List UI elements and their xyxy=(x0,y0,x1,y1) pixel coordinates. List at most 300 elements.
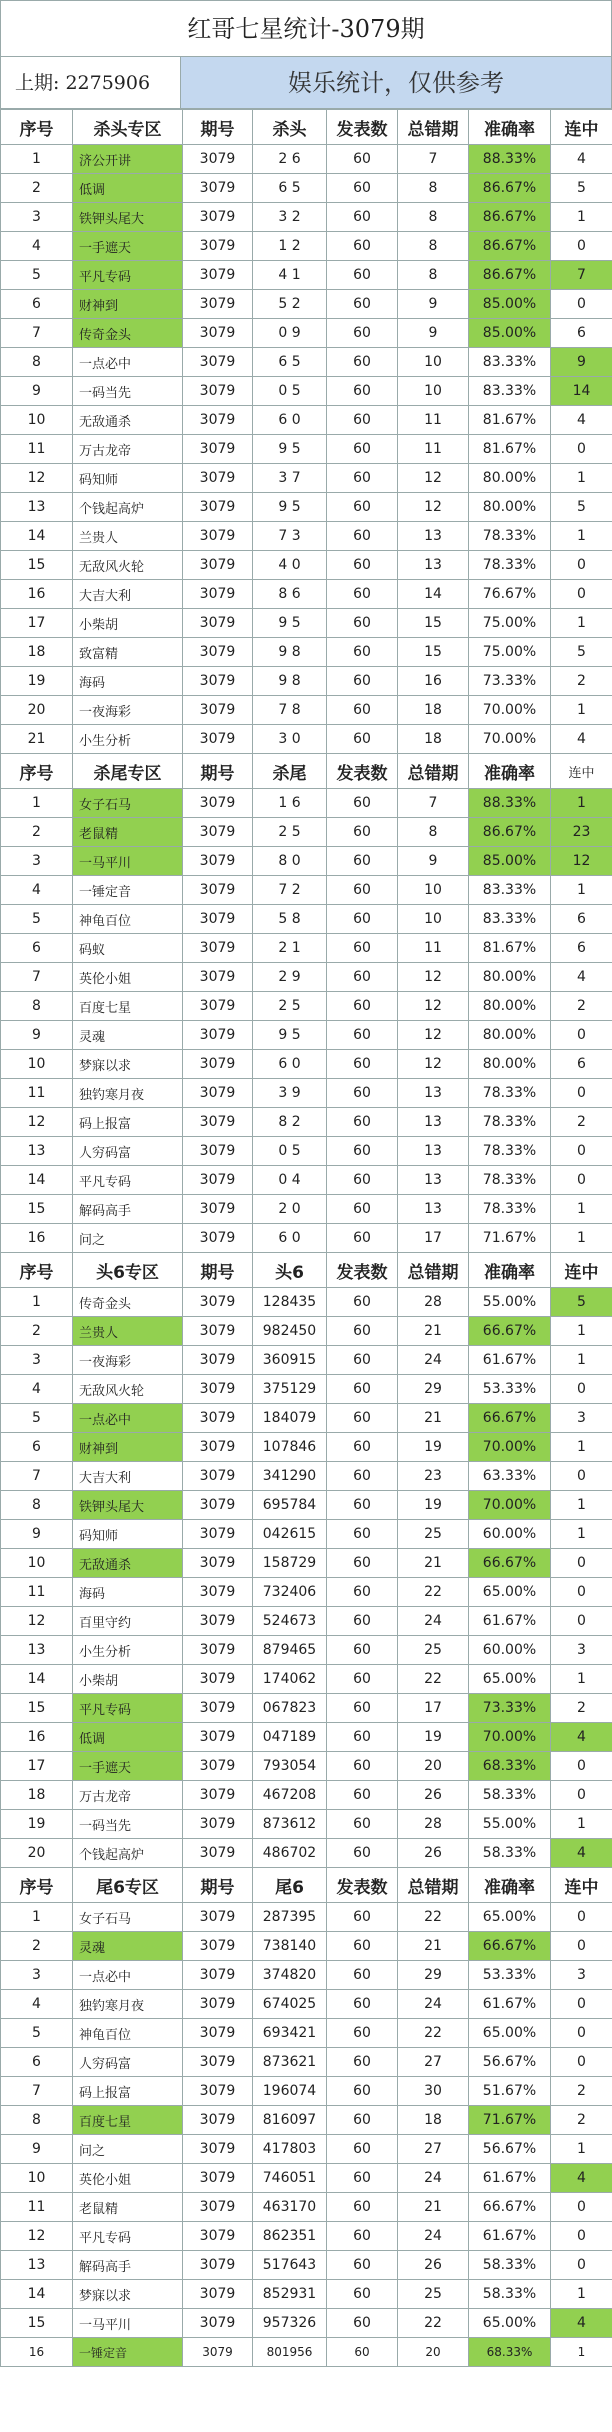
cell-posts: 60 xyxy=(327,1166,398,1195)
header-cell-index: 序号 xyxy=(1,110,73,145)
cell-streak: 5 xyxy=(551,638,612,667)
cell-issue: 3079 xyxy=(183,1520,253,1549)
cell-streak: 0 xyxy=(551,2222,612,2251)
cell-streak: 0 xyxy=(551,1903,612,1932)
cell-index: 14 xyxy=(1,1166,73,1195)
cell-misses: 8 xyxy=(398,174,469,203)
cell-pick: 5 8 xyxy=(253,905,327,934)
cell-name: 一锤定音 xyxy=(73,2338,183,2367)
cell-posts: 60 xyxy=(327,725,398,754)
cell-index: 14 xyxy=(1,2280,73,2309)
cell-streak: 4 xyxy=(551,2164,612,2193)
cell-pick: 7 8 xyxy=(253,696,327,725)
cell-pick: 6 5 xyxy=(253,174,327,203)
cell-name: 女子石马 xyxy=(73,789,183,818)
cell-streak: 4 xyxy=(551,145,612,174)
cell-streak: 0 xyxy=(551,2193,612,2222)
cell-issue: 3079 xyxy=(183,876,253,905)
info-row xyxy=(0,57,612,109)
cell-misses: 13 xyxy=(398,551,469,580)
cell-streak: 4 xyxy=(551,1723,612,1752)
cell-pick: 6 0 xyxy=(253,1050,327,1079)
cell-index: 11 xyxy=(1,435,73,464)
cell-misses: 24 xyxy=(398,1346,469,1375)
header-cell-pick: 头6 xyxy=(253,1253,327,1288)
cell-posts: 60 xyxy=(327,1021,398,1050)
cell-accuracy: 86.67% xyxy=(469,232,551,261)
table-row xyxy=(1,1578,612,1607)
cell-pick: 732406 xyxy=(253,1578,327,1607)
cell-pick: 738140 xyxy=(253,1932,327,1961)
cell-accuracy: 70.00% xyxy=(469,725,551,754)
header-cell-misses: 总错期 xyxy=(398,754,469,789)
cell-issue: 3079 xyxy=(183,377,253,406)
cell-pick: 128435 xyxy=(253,1288,327,1317)
cell-misses: 8 xyxy=(398,818,469,847)
cell-posts: 60 xyxy=(327,1694,398,1723)
cell-index: 1 xyxy=(1,145,73,174)
cell-streak: 1 xyxy=(551,609,612,638)
cell-streak: 1 xyxy=(551,2135,612,2164)
cell-name: 大吉大利 xyxy=(73,1462,183,1491)
cell-accuracy: 70.00% xyxy=(469,696,551,725)
cell-posts: 60 xyxy=(327,847,398,876)
cell-streak: 1 xyxy=(551,1195,612,1224)
cell-streak: 2 xyxy=(551,667,612,696)
cell-misses: 21 xyxy=(398,1404,469,1433)
cell-issue: 3079 xyxy=(183,2135,253,2164)
header-cell-misses: 总错期 xyxy=(398,110,469,145)
table-row xyxy=(1,847,612,876)
cell-streak: 0 xyxy=(551,1549,612,1578)
table-row xyxy=(1,1108,612,1137)
cell-accuracy: 78.33% xyxy=(469,551,551,580)
cell-accuracy: 66.67% xyxy=(469,1549,551,1578)
header-cell-posts: 发表数 xyxy=(327,1868,398,1903)
cell-index: 18 xyxy=(1,638,73,667)
cell-index: 11 xyxy=(1,1079,73,1108)
table-row xyxy=(1,934,612,963)
cell-name: 万古龙帝 xyxy=(73,1781,183,1810)
table-row xyxy=(1,406,612,435)
cell-pick: 3 0 xyxy=(253,725,327,754)
cell-name: 一码当先 xyxy=(73,1810,183,1839)
cell-name: 一手遮天 xyxy=(73,1752,183,1781)
cell-index: 15 xyxy=(1,2309,73,2338)
cell-accuracy: 81.67% xyxy=(469,435,551,464)
cell-posts: 60 xyxy=(327,1079,398,1108)
cell-posts: 60 xyxy=(327,232,398,261)
cell-pick: 852931 xyxy=(253,2280,327,2309)
cell-misses: 13 xyxy=(398,1079,469,1108)
cell-pick: 517643 xyxy=(253,2251,327,2280)
cell-index: 14 xyxy=(1,1665,73,1694)
cell-misses: 7 xyxy=(398,789,469,818)
cell-posts: 60 xyxy=(327,1050,398,1079)
cell-pick: 042615 xyxy=(253,1520,327,1549)
cell-pick: 2 0 xyxy=(253,1195,327,1224)
cell-misses: 22 xyxy=(398,1903,469,1932)
cell-streak: 1 xyxy=(551,1346,612,1375)
cell-name: 问之 xyxy=(73,1224,183,1253)
header-cell-name: 杀尾专区 xyxy=(73,754,183,789)
cell-name: 无敌风火轮 xyxy=(73,551,183,580)
header-cell-issue: 期号 xyxy=(183,1253,253,1288)
cell-streak: 2 xyxy=(551,2077,612,2106)
cell-issue: 3079 xyxy=(183,1375,253,1404)
cell-issue: 3079 xyxy=(183,1195,253,1224)
cell-index: 20 xyxy=(1,696,73,725)
cell-index: 15 xyxy=(1,1195,73,1224)
table-row xyxy=(1,1195,612,1224)
cell-issue: 3079 xyxy=(183,1607,253,1636)
cell-index: 9 xyxy=(1,2135,73,2164)
cell-pick: 7 2 xyxy=(253,876,327,905)
cell-issue: 3079 xyxy=(183,1108,253,1137)
cell-streak: 0 xyxy=(551,1578,612,1607)
cell-accuracy: 53.33% xyxy=(469,1375,551,1404)
cell-pick: 9 5 xyxy=(253,609,327,638)
cell-index: 12 xyxy=(1,464,73,493)
cell-name: 低调 xyxy=(73,1723,183,1752)
cell-misses: 21 xyxy=(398,1549,469,1578)
cell-issue: 3079 xyxy=(183,348,253,377)
cell-accuracy: 88.33% xyxy=(469,145,551,174)
table-row xyxy=(1,174,612,203)
cell-misses: 26 xyxy=(398,1781,469,1810)
table-row xyxy=(1,1462,612,1491)
table-row xyxy=(1,2338,612,2367)
cell-misses: 21 xyxy=(398,1317,469,1346)
cell-pick: 8 0 xyxy=(253,847,327,876)
cell-name: 一点必中 xyxy=(73,1404,183,1433)
cell-index: 2 xyxy=(1,1317,73,1346)
cell-index: 4 xyxy=(1,876,73,905)
cell-index: 14 xyxy=(1,522,73,551)
cell-name: 小柴胡 xyxy=(73,609,183,638)
cell-streak: 1 xyxy=(551,789,612,818)
cell-accuracy: 65.00% xyxy=(469,1665,551,1694)
cell-misses: 24 xyxy=(398,2222,469,2251)
table-row xyxy=(1,1607,612,1636)
cell-pick: 3 7 xyxy=(253,464,327,493)
cell-issue: 3079 xyxy=(183,667,253,696)
cell-name: 一锤定音 xyxy=(73,876,183,905)
cell-issue: 3079 xyxy=(183,725,253,754)
cell-issue: 3079 xyxy=(183,1990,253,2019)
cell-pick: 360915 xyxy=(253,1346,327,1375)
cell-issue: 3079 xyxy=(183,1317,253,1346)
cell-posts: 60 xyxy=(327,1375,398,1404)
cell-streak: 1 xyxy=(551,1491,612,1520)
cell-issue: 3079 xyxy=(183,1166,253,1195)
cell-posts: 60 xyxy=(327,1752,398,1781)
cell-posts: 60 xyxy=(327,992,398,1021)
cell-pick: 196074 xyxy=(253,2077,327,2106)
cell-name: 老鼠精 xyxy=(73,2193,183,2222)
table-row xyxy=(1,1137,612,1166)
cell-streak: 3 xyxy=(551,1636,612,1665)
cell-misses: 13 xyxy=(398,522,469,551)
cell-pick: 0 5 xyxy=(253,377,327,406)
cell-pick: 2 5 xyxy=(253,818,327,847)
cell-issue: 3079 xyxy=(183,2193,253,2222)
cell-accuracy: 66.67% xyxy=(469,1317,551,1346)
table-row xyxy=(1,319,612,348)
cell-name: 平凡专码 xyxy=(73,261,183,290)
cell-issue: 3079 xyxy=(183,2309,253,2338)
cell-name: 传奇金头 xyxy=(73,1288,183,1317)
cell-misses: 10 xyxy=(398,905,469,934)
cell-misses: 17 xyxy=(398,1694,469,1723)
cell-pick: 6 0 xyxy=(253,1224,327,1253)
cell-name: 济公开讲 xyxy=(73,145,183,174)
cell-accuracy: 80.00% xyxy=(469,1050,551,1079)
cell-streak: 23 xyxy=(551,818,612,847)
cell-index: 10 xyxy=(1,1050,73,1079)
cell-pick: 693421 xyxy=(253,2019,327,2048)
cell-accuracy: 65.00% xyxy=(469,1903,551,1932)
cell-issue: 3079 xyxy=(183,1137,253,1166)
cell-misses: 24 xyxy=(398,1607,469,1636)
cell-name: 平凡专码 xyxy=(73,1694,183,1723)
cell-issue: 3079 xyxy=(183,1346,253,1375)
cell-index: 16 xyxy=(1,1224,73,1253)
cell-accuracy: 80.00% xyxy=(469,1021,551,1050)
cell-name: 无敌通杀 xyxy=(73,406,183,435)
cell-accuracy: 71.67% xyxy=(469,2106,551,2135)
table-row xyxy=(1,609,612,638)
header-cell-name: 尾6专区 xyxy=(73,1868,183,1903)
table-row xyxy=(1,2164,612,2193)
cell-misses: 18 xyxy=(398,725,469,754)
cell-misses: 7 xyxy=(398,145,469,174)
cell-misses: 14 xyxy=(398,580,469,609)
cell-posts: 60 xyxy=(327,1549,398,1578)
table-row xyxy=(1,2077,612,2106)
cell-posts: 60 xyxy=(327,2106,398,2135)
cell-name: 铁钾头尾大 xyxy=(73,203,183,232)
cell-name: 海码 xyxy=(73,667,183,696)
cell-streak: 1 xyxy=(551,1317,612,1346)
cell-issue: 3079 xyxy=(183,1021,253,1050)
table-row xyxy=(1,1636,612,1665)
cell-misses: 24 xyxy=(398,1990,469,2019)
cell-issue: 3079 xyxy=(183,145,253,174)
cell-posts: 60 xyxy=(327,876,398,905)
cell-streak: 2 xyxy=(551,1108,612,1137)
table-row xyxy=(1,1079,612,1108)
cell-streak: 0 xyxy=(551,1375,612,1404)
cell-pick: 5 2 xyxy=(253,290,327,319)
cell-posts: 60 xyxy=(327,1195,398,1224)
table-row xyxy=(1,1752,612,1781)
cell-name: 解码高手 xyxy=(73,1195,183,1224)
header-cell-accuracy: 准确率 xyxy=(469,110,551,145)
cell-pick: 816097 xyxy=(253,2106,327,2135)
cell-posts: 60 xyxy=(327,435,398,464)
cell-accuracy: 71.67% xyxy=(469,1224,551,1253)
cell-pick: 2 5 xyxy=(253,992,327,1021)
cell-pick: 174062 xyxy=(253,1665,327,1694)
cell-streak: 1 xyxy=(551,696,612,725)
cell-index: 11 xyxy=(1,1578,73,1607)
cell-accuracy: 78.33% xyxy=(469,1108,551,1137)
table-row xyxy=(1,2251,612,2280)
cell-name: 一夜海彩 xyxy=(73,696,183,725)
cell-issue: 3079 xyxy=(183,934,253,963)
cell-pick: 287395 xyxy=(253,1903,327,1932)
cell-pick: 524673 xyxy=(253,1607,327,1636)
cell-issue: 3079 xyxy=(183,1079,253,1108)
cell-name: 大吉大利 xyxy=(73,580,183,609)
cell-misses: 12 xyxy=(398,493,469,522)
cell-posts: 60 xyxy=(327,464,398,493)
cell-name: 百度七星 xyxy=(73,992,183,1021)
table-row xyxy=(1,1224,612,1253)
cell-posts: 60 xyxy=(327,1433,398,1462)
cell-index: 13 xyxy=(1,1137,73,1166)
cell-misses: 28 xyxy=(398,1288,469,1317)
cell-index: 12 xyxy=(1,1607,73,1636)
cell-streak: 0 xyxy=(551,1932,612,1961)
table-row xyxy=(1,1346,612,1375)
cell-issue: 3079 xyxy=(183,1961,253,1990)
table-row xyxy=(1,1839,612,1868)
cell-accuracy: 86.67% xyxy=(469,818,551,847)
cell-name: 财神到 xyxy=(73,290,183,319)
cell-streak: 6 xyxy=(551,934,612,963)
cell-index: 7 xyxy=(1,963,73,992)
cell-issue: 3079 xyxy=(183,551,253,580)
cell-misses: 18 xyxy=(398,2106,469,2135)
cell-misses: 11 xyxy=(398,406,469,435)
cell-posts: 60 xyxy=(327,2135,398,2164)
cell-accuracy: 81.67% xyxy=(469,934,551,963)
table-row xyxy=(1,789,612,818)
cell-index: 5 xyxy=(1,1404,73,1433)
cell-accuracy: 80.00% xyxy=(469,992,551,1021)
cell-issue: 3079 xyxy=(183,2106,253,2135)
cell-name: 一马平川 xyxy=(73,2309,183,2338)
cell-misses: 20 xyxy=(398,2338,469,2367)
cell-streak: 12 xyxy=(551,847,612,876)
cell-pick: 4 0 xyxy=(253,551,327,580)
cell-name: 一马平川 xyxy=(73,847,183,876)
cell-misses: 24 xyxy=(398,2164,469,2193)
cell-name: 码知师 xyxy=(73,1520,183,1549)
cell-accuracy: 61.67% xyxy=(469,2222,551,2251)
cell-issue: 3079 xyxy=(183,1932,253,1961)
table-row xyxy=(1,1050,612,1079)
table-row xyxy=(1,696,612,725)
cell-index: 10 xyxy=(1,2164,73,2193)
cell-pick: 9 5 xyxy=(253,493,327,522)
cell-accuracy: 58.33% xyxy=(469,1839,551,1868)
cell-streak: 0 xyxy=(551,1137,612,1166)
cell-pick: 801956 xyxy=(253,2338,327,2367)
cell-name: 铁钾头尾大 xyxy=(73,1491,183,1520)
cell-accuracy: 78.33% xyxy=(469,522,551,551)
cell-posts: 60 xyxy=(327,2048,398,2077)
cell-accuracy: 81.67% xyxy=(469,406,551,435)
table-row xyxy=(1,2280,612,2309)
header-cell-accuracy: 准确率 xyxy=(469,1868,551,1903)
cell-pick: 0 5 xyxy=(253,1137,327,1166)
cell-name: 码上报富 xyxy=(73,1108,183,1137)
table-row xyxy=(1,522,612,551)
cell-misses: 21 xyxy=(398,2193,469,2222)
cell-pick: 793054 xyxy=(253,1752,327,1781)
cell-streak: 0 xyxy=(551,551,612,580)
header-cell-name: 杀头专区 xyxy=(73,110,183,145)
cell-accuracy: 65.00% xyxy=(469,1578,551,1607)
cell-pick: 6 0 xyxy=(253,406,327,435)
cell-streak: 1 xyxy=(551,1224,612,1253)
cell-accuracy: 73.33% xyxy=(469,1694,551,1723)
disclaimer-banner: 娱乐统计，仅供参考 xyxy=(181,57,611,108)
table-row xyxy=(1,551,612,580)
table-row xyxy=(1,2135,612,2164)
table-row xyxy=(1,1932,612,1961)
cell-pick: 341290 xyxy=(253,1462,327,1491)
cell-accuracy: 68.33% xyxy=(469,1752,551,1781)
cell-streak: 1 xyxy=(551,1520,612,1549)
cell-issue: 3079 xyxy=(183,406,253,435)
header-cell-pick: 尾6 xyxy=(253,1868,327,1903)
table-row xyxy=(1,2193,612,2222)
cell-accuracy: 56.67% xyxy=(469,2048,551,2077)
cell-index: 9 xyxy=(1,1520,73,1549)
table-row xyxy=(1,145,612,174)
cell-accuracy: 78.33% xyxy=(469,1166,551,1195)
cell-streak: 7 xyxy=(551,261,612,290)
table-row xyxy=(1,1903,612,1932)
cell-issue: 3079 xyxy=(183,203,253,232)
table-row xyxy=(1,2019,612,2048)
cell-misses: 10 xyxy=(398,377,469,406)
cell-index: 6 xyxy=(1,1433,73,1462)
cell-posts: 60 xyxy=(327,261,398,290)
cell-name: 致富精 xyxy=(73,638,183,667)
table-row xyxy=(1,638,612,667)
cell-issue: 3079 xyxy=(183,696,253,725)
cell-accuracy: 88.33% xyxy=(469,789,551,818)
cell-pick: 879465 xyxy=(253,1636,327,1665)
cell-posts: 60 xyxy=(327,2164,398,2193)
cell-name: 无敌风火轮 xyxy=(73,1375,183,1404)
cell-misses: 30 xyxy=(398,2077,469,2106)
header-cell-issue: 期号 xyxy=(183,110,253,145)
cell-name: 万古龙帝 xyxy=(73,435,183,464)
cell-issue: 3079 xyxy=(183,1578,253,1607)
cell-issue: 3079 xyxy=(183,1224,253,1253)
cell-streak: 1 xyxy=(551,2280,612,2309)
cell-posts: 60 xyxy=(327,609,398,638)
cell-misses: 9 xyxy=(398,847,469,876)
cell-posts: 60 xyxy=(327,2077,398,2106)
cell-issue: 3079 xyxy=(183,1903,253,1932)
cell-accuracy: 56.67% xyxy=(469,2135,551,2164)
cell-accuracy: 61.67% xyxy=(469,1990,551,2019)
cell-streak: 1 xyxy=(551,876,612,905)
cell-misses: 26 xyxy=(398,1839,469,1868)
cell-issue: 3079 xyxy=(183,1636,253,1665)
cell-streak: 0 xyxy=(551,2048,612,2077)
cell-pick: 3 2 xyxy=(253,203,327,232)
table-row xyxy=(1,1021,612,1050)
cell-misses: 27 xyxy=(398,2048,469,2077)
